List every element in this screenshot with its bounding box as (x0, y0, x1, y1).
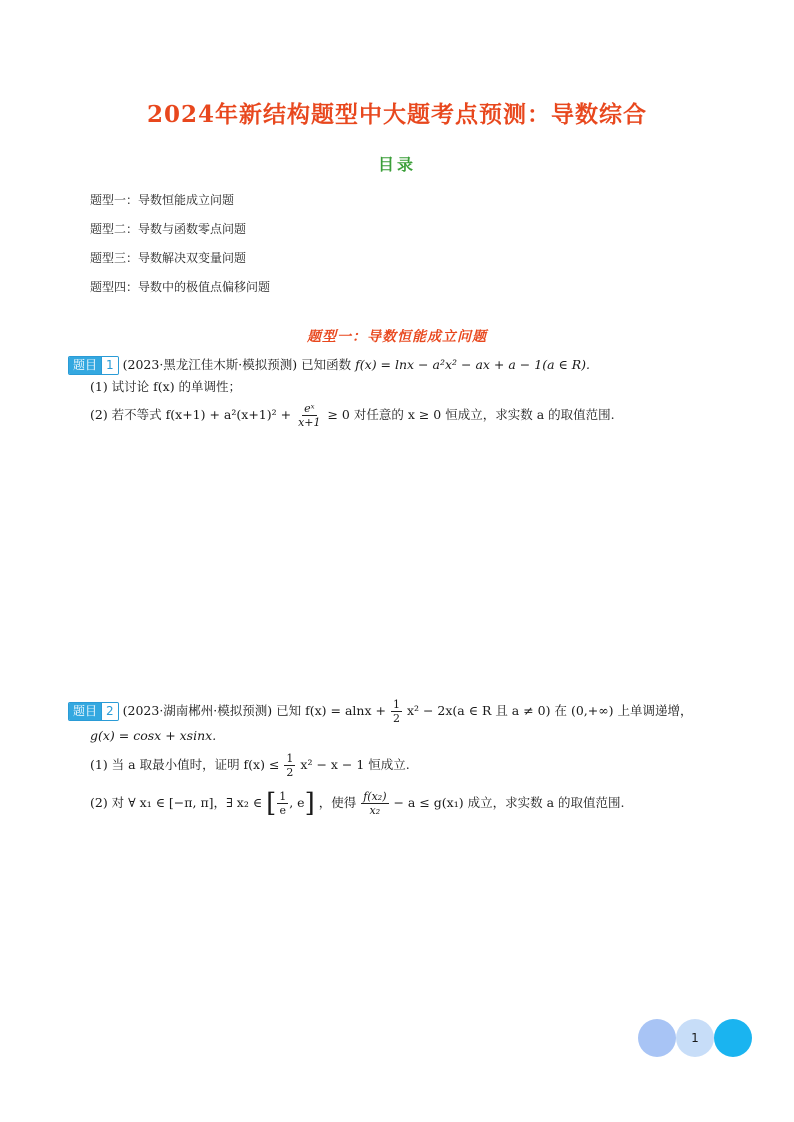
fraction-numerator: 1 (286, 752, 294, 765)
document-title: 2024年新结构题型中大题考点预测：导数综合 (146, 101, 647, 128)
question-badge-number: 2 (101, 703, 118, 720)
question-stem-math: f(x) = lnx − a²x² − ax + a − 1(a ∈ R). (355, 357, 590, 372)
fraction-denominator: x₂ (369, 804, 381, 817)
fraction-denominator: 2 (286, 766, 294, 779)
decor-circle-left (638, 1019, 676, 1057)
interval-end: , e (289, 795, 305, 810)
fraction (361, 790, 388, 817)
part-text-post: ≥ 0 对任意的 x ≥ 0 恒成立，求实数 a 的取值范围. (327, 407, 615, 422)
question-badge-label: 题目 (69, 703, 101, 720)
page-number: 1 (691, 1031, 699, 1045)
question-source: (2023·湖南郴州·模拟预测) (122, 703, 273, 718)
question-badge-label: 题目 (69, 357, 101, 374)
part-text-c: − a ≤ g(x₁) 成立，求实数 a 的取值范围. (393, 795, 625, 810)
part-text-b: ，使得 (318, 795, 357, 810)
section-heading: 题型一：导数恒能成立问题 (307, 329, 487, 345)
question-badge (68, 702, 119, 721)
fraction-denominator: x+1 (298, 416, 321, 429)
part-text-pre: (2) 若不等式 f(x+1) + a²(x+1)² + (90, 407, 292, 422)
decor-circle-right (714, 1019, 752, 1057)
question-1-stem (68, 355, 590, 375)
toc-item-3: 题型三：导数解决双变量问题 (90, 251, 247, 265)
question-2-g-definition: g(x) = cosx + xsinx. (90, 728, 217, 743)
question-1-part-2 (90, 402, 615, 429)
part-text-pre: (1) 当 a 取最小值时，证明 f(x) ≤ (90, 757, 280, 772)
toc-item-1: 题型一：导数恒能成立问题 (90, 193, 235, 207)
question-source: (2023·黑龙江佳木斯·模拟预测) (122, 357, 298, 372)
question-stem-post: x² − 2x(a ∈ R 且 a ≠ 0) 在 (0,+∞) 上单调递增， (406, 703, 693, 718)
question-2-stem (68, 698, 693, 725)
question-1-part-1: (1) 试讨论 f(x) 的单调性； (90, 379, 242, 394)
question-2-part-2 (90, 790, 624, 817)
page-indicator (638, 1019, 752, 1057)
fraction-numerator: 1 (279, 790, 287, 803)
question-badge-number: 1 (101, 357, 118, 374)
question-2-part-1 (90, 752, 410, 779)
fraction (296, 402, 322, 429)
fraction-denominator: 2 (392, 712, 400, 725)
fraction-numerator: f(x₂) (363, 790, 387, 803)
fraction (284, 752, 295, 779)
question-stem-pre: 已知 f(x) = alnx + (276, 703, 386, 718)
fraction (277, 790, 288, 817)
fraction-numerator: 1 (392, 698, 400, 711)
fraction-denominator: e (279, 804, 286, 817)
question-badge (68, 356, 119, 375)
question-stem-text: 已知函数 (301, 357, 352, 372)
toc-item-2: 题型二：导数与函数零点问题 (90, 222, 247, 236)
left-bracket: [ (266, 788, 277, 819)
toc-heading: 目录 (377, 155, 416, 174)
fraction-numerator: eˣ (304, 402, 315, 415)
part-text-a: (2) 对 ∀ x₁ ∈ [−π, π]，∃ x₂ ∈ (90, 795, 263, 810)
right-bracket: ] (304, 788, 315, 819)
part-text-post: x² − x − 1 恒成立. (300, 757, 410, 772)
toc-item-4: 题型四：导数中的极值点偏移问题 (90, 280, 271, 294)
fraction (391, 698, 402, 725)
